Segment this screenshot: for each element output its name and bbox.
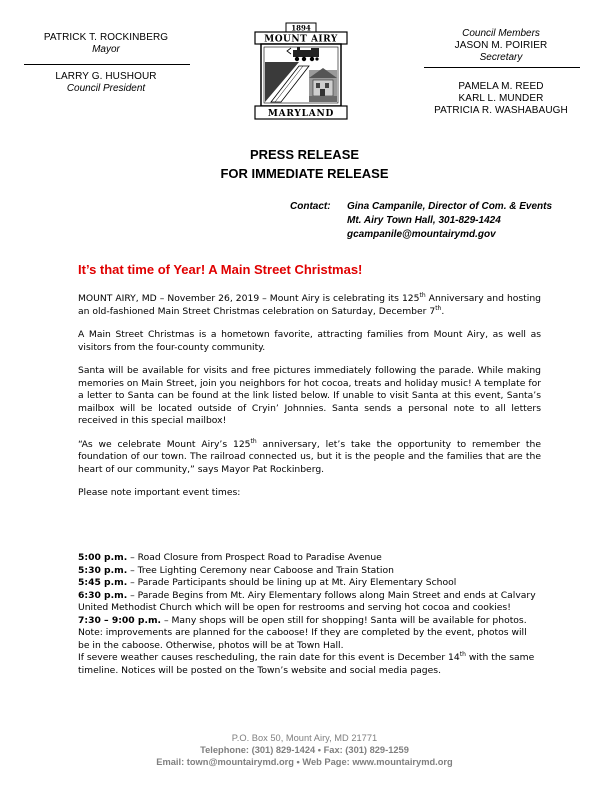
footer-phone-fax: Telephone: (301) 829-1424 • Fax: (301) 829-1259 xyxy=(200,745,409,755)
council-members-block xyxy=(420,28,582,64)
council-members-heading: Council Members xyxy=(462,28,540,39)
event-item: 6:30 p.m. – Parade Begins from Mt. Airy Elementary follows along Main Street and ends at Calvary United Methodist Church which will be open for restrooms and serving hot cocoa and cookies! xyxy=(78,589,536,613)
event-item: 5:45 p.m. – Parade Participants should be lining up at Mt. Airy Elementary School xyxy=(78,577,457,588)
footer xyxy=(0,732,609,768)
contact-name: Gina Campanile, Director of Com. & Events xyxy=(347,201,553,212)
weather-note: If severe weather causes rescheduling, the rain date for this event is December 14th with the same timeline. Notices will be posted on the Town’s website and social media pages. xyxy=(78,650,535,676)
council-member: PATRICIA R. WASHABAUGH xyxy=(434,105,568,116)
contact-details xyxy=(347,200,552,242)
seal-year: 1894 xyxy=(291,23,311,33)
secretary-title: Secretary xyxy=(479,52,523,63)
council-member: PAMELA M. REED xyxy=(458,81,544,92)
event-item: 7:30 – 9:00 p.m. – Many shops will be open still for shopping! Santa will be available for photos. Note: improvements are planned for the caboose! If they are completed by the event, photos will be in the caboose. Otherwise, photos will be at Town Hall. xyxy=(78,614,527,651)
press-release-body xyxy=(78,293,541,511)
mayor-name: PATRICK T. ROCKINBERG xyxy=(43,32,169,43)
council-president-block xyxy=(20,71,192,95)
paragraph-mayor-quote: “As we celebrate Mount Airy’s 125th anniversary, let’s take the opportunity to remember the foundation of our town. The railroad connected us, but it is the people and the families that are the heart of our community,” says Mayor Pat Rockinberg. xyxy=(78,437,541,475)
seal-bottom-text: MARYLAND xyxy=(267,109,335,119)
mayor-title: Mayor xyxy=(92,44,120,55)
paragraph-intro: MOUNT AIRY, MD – November 26, 2019 – Mount Airy is celebrating its 125th Anniversary and hosting an old-fashioned Main Street Christmas celebration on Saturday, December 7th. xyxy=(78,291,541,317)
header-divider-right xyxy=(424,67,580,68)
paragraph-hometown: A Main Street Christmas is a hometown favorite, attracting families from Mount Airy, as well as visitors from the four-county community. xyxy=(78,329,541,353)
mayor-block xyxy=(20,32,192,56)
event-schedule xyxy=(78,552,541,677)
council-president-title: Council President xyxy=(66,83,146,94)
event-item: 5:00 p.m. – Road Closure from Prospect Road to Paradise Avenue xyxy=(78,552,382,563)
headline: It’s that time of Year! A Main Street Christmas! xyxy=(78,262,363,277)
title-line-2: FOR IMMEDIATE RELEASE xyxy=(220,166,389,181)
secretary-name: JASON M. POIRIER xyxy=(454,40,548,51)
title-line-1: PRESS RELEASE xyxy=(249,147,360,162)
paragraph-event-times-intro: Please note important event times: xyxy=(78,487,241,498)
paragraph-santa: Santa will be available for visits and free pictures immediately following the parade. While making memories on Main Street, join you neighbors for hot cocoa, treats and holiday music! A template for a letter to Santa can be found at the link listed below. If unable to visit Santa at this event, Santa’s mailbox will be located outside of Cryin’ Johnnies. Santa sends a personal note to all letters received in this special mailbox! xyxy=(78,365,541,426)
press-release-title xyxy=(0,145,609,183)
event-item: 5:30 p.m. – Tree Lighting Ceremony near Caboose and Train Station xyxy=(78,564,394,576)
contact-email: gcampanile@mountairymd.gov xyxy=(347,229,496,240)
council-member: KARL L. MUNDER xyxy=(458,93,544,104)
town-seal xyxy=(251,22,351,122)
seal-top-text: MOUNT AIRY xyxy=(264,34,338,45)
council-president-name: LARRY G. HUSHOUR xyxy=(55,71,157,82)
seal-graphic xyxy=(251,22,351,122)
header-divider-left xyxy=(24,64,190,65)
footer-address: P.O. Box 50, Mount Airy, MD 21771 xyxy=(231,733,378,743)
contact-location: Mt. Airy Town Hall, 301-829-1424 xyxy=(347,215,501,226)
footer-email-web: Email: town@mountairymd.org • Web Page: www.mountairymd.org xyxy=(156,757,453,767)
council-member-list xyxy=(420,81,582,117)
contact-label: Contact: xyxy=(290,201,331,212)
